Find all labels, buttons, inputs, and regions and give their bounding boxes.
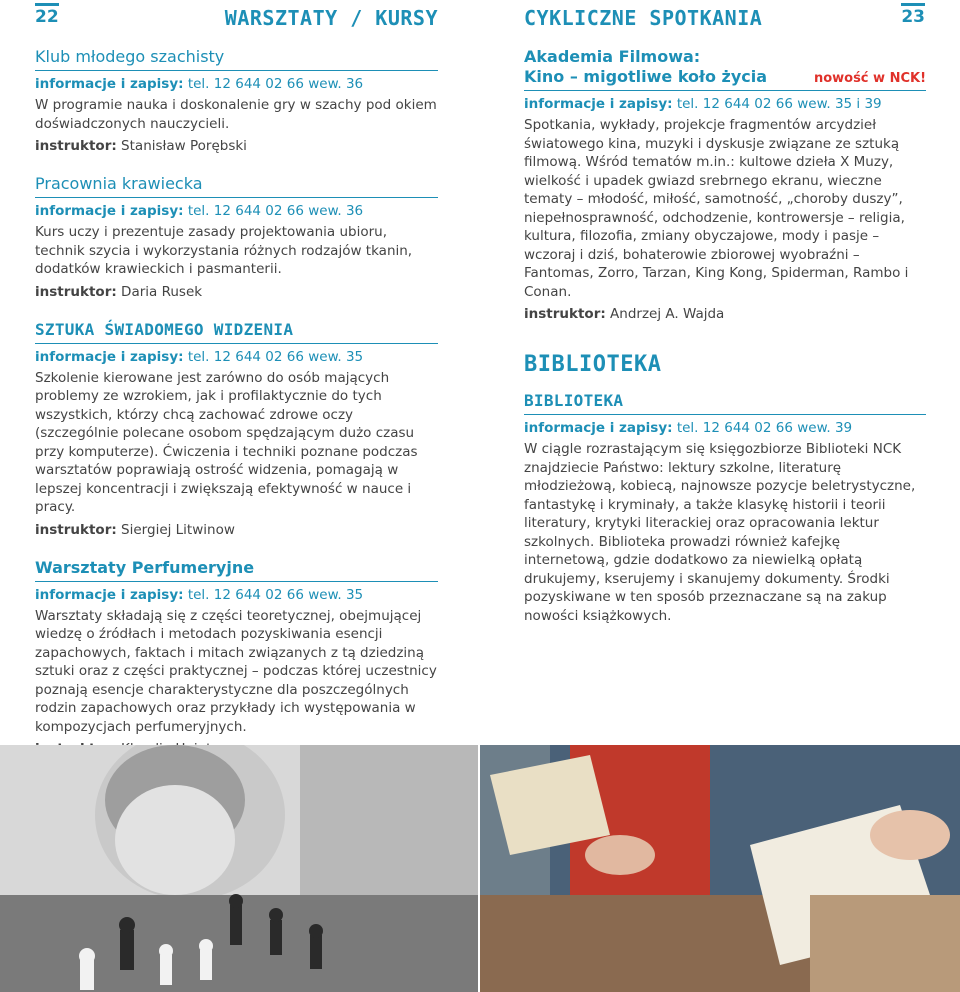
left-column <box>35 47 438 763</box>
page-number-left: 22 <box>35 7 59 27</box>
chess-photo <box>0 745 478 992</box>
instructor-label: instruktor: <box>524 306 606 322</box>
page-number-right: 23 <box>901 7 925 27</box>
section-body: Spotkania, wykłady, projekcje fragmentów arcydzieł światowego kina, muzyki i dyskusje związane ze sztuką filmową. Wśród tematów m.in.: kultowe dzieła X Muzy, wielkość i upadek gwiazd srebrnego ekranu, wieczne tematy – młodość, miłość, samotność, „choroby duszy”, niepełnosprawność, odchodzenie, kontrowersje – religia, kultura, filozofia, zmiany obyczajowe, mody i pasje – wczoraj i dziś, bohaterowie zbiorowej wyobraźni – Fantomas, Zorro, Tarzan, King Kong, Spiderman, Rambo i Conan. <box>524 117 909 300</box>
section-vision <box>35 320 438 540</box>
contact-info <box>35 75 438 94</box>
instructor-name: Stanisław Porębski <box>116 138 247 154</box>
right-column <box>524 47 926 629</box>
books-photo <box>480 745 960 992</box>
section-title: Warsztaty Perfumeryjne <box>35 558 438 582</box>
section-body: W ciągle rozrastającym się księgozbiorze Biblioteki NCK znajdziecie Państwo: lektury szkolne, literaturę młodzieżową, kobiecą, najnowsze pozycje beletrystyczne, fantastykę i kryminały, a także klasykę historii i teorii literatury, krytyki literackiej oraz opracowania lektur szkolnych. Biblioteka prowadzi również kafejkę internetową, gdzie dodatkowo za niewielką opłatą drukujemy, kserujemy i skanujemy dokumenty. Środki pozyskiwane w ten sposób przeznaczane są na zakup nowości książkowych. <box>524 441 916 624</box>
instructor <box>524 305 926 324</box>
books-photo-illustration <box>480 745 960 992</box>
info-phone: tel. 12 644 02 66 wew. 36 <box>183 203 364 219</box>
new-badge: nowość w NCK! <box>813 71 926 86</box>
running-title-left: WARSZTATY / KURSY <box>224 6 438 30</box>
section-body: Warsztaty składają się z części teoretycznej, obejmującej wiedzę o źródłach i metodach pozyskiwania esencji zapachowych, faktach i mitach związanych z tą dziedziną sztuki oraz z części praktycznej – podczas której uczestnicy poznają esencje charakterystyczne dla poszczególnych rodzin zapachowych oraz przykłady ich występowania w kompozycjach perfumeryjnych. <box>35 607 437 735</box>
section-title: SZTUKA ŚWIADOMEGO WIDZENIA <box>35 320 438 344</box>
title-line-2: nowość w NCK! Kino – migotliwe koło życia <box>524 67 926 87</box>
contact-info <box>35 348 438 367</box>
section-body: Szkolenie kierowane jest zarówno do osób mających problemy ze wzrokiem, jak i profilaktycznie do tych wszystkich, którzy chcą zachować zdrowe oczy (szczególnie polecane osobom spędzającym dużo czasu przy komputerze). Ćwiczenia i techniki poznane podczas warsztatów poprawiają ostrość widzenia, pomagają w lepszej koncentracji i zwiększają efektywność w nauce i pracy. <box>35 369 418 515</box>
running-title-right: CYKLICZNE SPOTKANIA <box>524 6 763 30</box>
info-label: informacje i zapisy: <box>35 586 184 603</box>
instructor-label: instruktor: <box>35 283 117 300</box>
section-title <box>524 47 926 91</box>
info-phone: tel. 12 644 02 66 wew. 35 <box>183 348 364 365</box>
instructor-name: Daria Rusek <box>116 283 203 300</box>
library-heading: BIBLIOTEKA <box>524 352 662 377</box>
info-phone: tel. 12 644 02 66 wew. 39 <box>672 420 853 436</box>
contact-info <box>524 419 926 438</box>
info-label: informacje i zapisy: <box>524 96 673 112</box>
instructor <box>35 521 438 540</box>
info-phone: tel. 12 644 02 66 wew. 36 <box>183 76 364 92</box>
instructor-name: Andrzej A. Wajda <box>605 306 725 322</box>
instructor-label: instruktor: <box>35 138 117 154</box>
instructor <box>35 137 438 156</box>
section-perfume <box>35 558 438 760</box>
section-chess-club <box>35 47 438 156</box>
section-title: Pracownia krawiecka <box>35 174 438 198</box>
section-body: Kurs uczy i prezentuje zasady projektowania ubioru, technik szycia i wykorzystania różnych rodzajów tkanin, dodatków krawieckich i pasmanterii. <box>35 224 413 277</box>
section-tailoring <box>35 174 438 302</box>
section-film-academy <box>524 47 926 324</box>
instructor-name: Siergiej Litwinow <box>116 521 235 538</box>
instructor-label: instruktor: <box>35 521 117 538</box>
contact-info <box>524 95 926 114</box>
contact-info <box>35 202 438 221</box>
contact-info <box>35 586 438 605</box>
chess-photo-illustration <box>0 745 478 992</box>
instructor <box>35 283 438 302</box>
info-label: informacje i zapisy: <box>524 420 673 436</box>
info-label: informacje i zapisy: <box>35 203 184 219</box>
title-line-1: Akademia Filmowa: <box>524 47 701 66</box>
info-label: informacje i zapisy: <box>35 348 184 365</box>
section-title: Klub młodego szachisty <box>35 47 438 71</box>
info-phone: tel. 12 644 02 66 wew. 35 <box>183 586 364 603</box>
section-title: BIBLIOTEKA <box>524 391 926 415</box>
left-page <box>0 0 480 745</box>
section-body: W programie nauka i doskonalenie gry w szachy pod okiem doświadczonych nauczycieli. <box>35 97 437 132</box>
info-phone: tel. 12 644 02 66 wew. 35 i 39 <box>672 96 882 112</box>
section-library <box>524 391 926 625</box>
info-label: informacje i zapisy: <box>35 76 184 92</box>
